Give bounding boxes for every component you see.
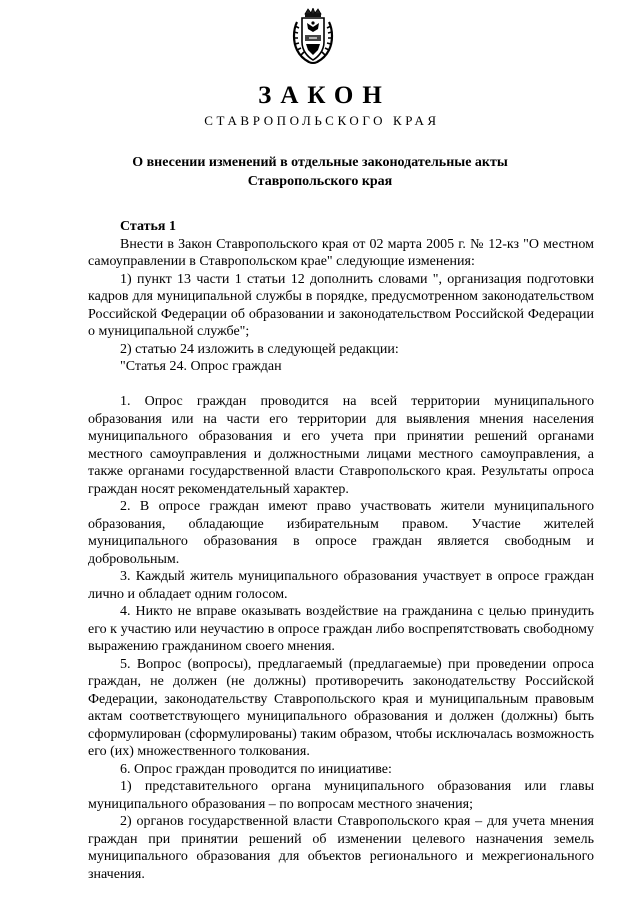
document-title-line-2: Ставропольского края bbox=[247, 174, 393, 189]
coat-of-arms-emblem bbox=[291, 8, 335, 66]
body-paragraph: 4. Никто не вправе оказывать воздействие на гражданина с целью принудить его к участию или неучастию в опросе граждан либо воспрепятствовать свободному выражению гражданином своего мнения. bbox=[88, 604, 594, 654]
body-paragraph: 1) представительного органа муниципального образования или главы муниципального образования – по вопросам местного значения; bbox=[88, 779, 594, 812]
document-title-line-1: О внесении изменений в отдельные законодательные акты bbox=[132, 155, 508, 170]
body-paragraph: 2) органов государственной власти Ставропольского края – для учета мнения граждан при принятии решений об изменении целевого назначения земель муниципального образования для объектов регионального и межрегионального значения. bbox=[88, 814, 594, 882]
body-paragraph: 5. Вопрос (вопросы), предлагаемый (предлагаемые) при проведении опроса граждан, не должен (не должны) противоречить законодательству Российской Федерации, законодательству Ставропольского края и муниципальным правовым актам соответствующего муниципального образования и должен (должны) быть сформулирован (сформулированы) таким образом, чтобы исключалась возможность его (их) множественного толкования. bbox=[88, 656, 594, 759]
body-paragraph: 2) статью 24 изложить в следующей редакции: bbox=[120, 341, 399, 357]
coat-of-arms-icon bbox=[291, 8, 335, 66]
law-heading: ЗАКОН bbox=[258, 82, 391, 109]
body-paragraph: 2. В опросе граждан имеют право участвовать жители муниципального образования, обладающие избирательным правом. Участие жителей муниципального образования в опросе граждан является свободным и добровольным. bbox=[88, 499, 594, 567]
region-subheading: СТАВРОПОЛЬСКОГО КРАЯ bbox=[204, 113, 440, 128]
document-title bbox=[100, 153, 540, 191]
body-paragraph: 3. Каждый житель муниципального образования участвует в опросе граждан лично и обладает одним голосом. bbox=[88, 569, 594, 602]
body-paragraph: 1. Опрос граждан проводится на всей территории муниципального образования или на части его территории для выявления мнения населения муниципального образования и его учета при принятии решений органами местного самоуправления и должностными лицами местного самоуправления, а также органами государственной власти Ставропольского края. Результаты опроса граждан носят рекомендательный характер. bbox=[88, 394, 594, 497]
body-paragraph: 6. Опрос граждан проводится по инициативе: bbox=[120, 761, 392, 777]
body-paragraph: 1) пункт 13 части 1 статьи 12 дополнить словами ", организация подготовки кадров для муниципальной службы в порядке, предусмотренном законодательством Российской Федерации об образовании и законодательством Российской Федерации о муниципальной службе"; bbox=[88, 271, 594, 339]
article-heading: Статья 1 bbox=[120, 219, 176, 234]
document-body bbox=[88, 218, 594, 883]
article-24-title: "Статья 24. Опрос граждан bbox=[120, 359, 282, 374]
body-paragraph: Внести в Закон Ставропольского края от 02 марта 2005 г. № 12-кз "О местном самоуправлении в Ставропольском крае" следующие изменения: bbox=[88, 236, 594, 269]
